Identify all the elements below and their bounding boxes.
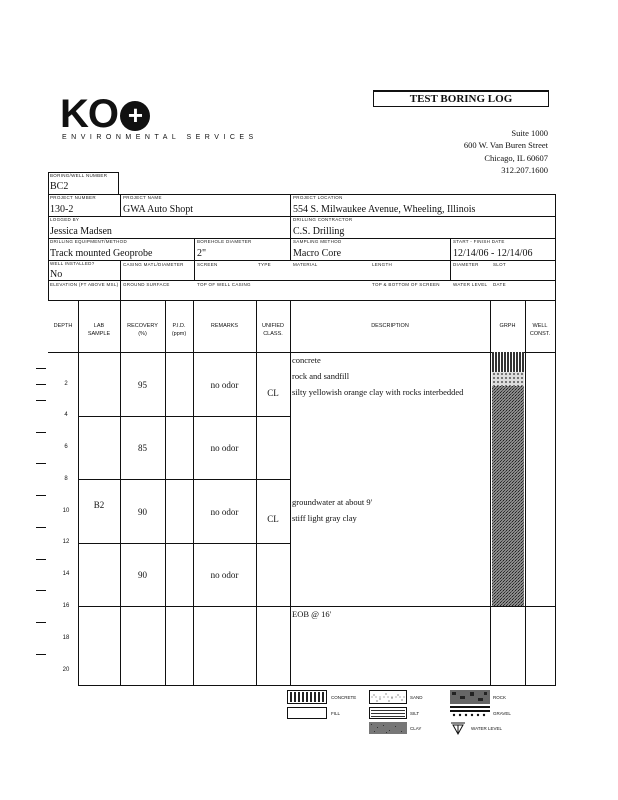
date-label: DATE: [493, 282, 506, 287]
length-label: LENGTH: [372, 262, 393, 267]
sampling-method-label: SAMPLING METHOD: [293, 239, 342, 244]
graphic-concrete: [492, 352, 524, 372]
depth-mark-10: 10: [62, 508, 70, 514]
depth-mark-20: 20: [62, 667, 70, 673]
water-level-triangle-icon: [450, 720, 466, 736]
col-well-line1: WELL: [532, 323, 548, 329]
borehole-diameter-value: 2": [197, 248, 207, 259]
project-number-value: 130-2: [50, 204, 74, 215]
graphic-log-column: [492, 352, 524, 607]
document-title: TEST BORING LOG: [373, 90, 549, 107]
col-unified-line2: CLASS.: [263, 331, 283, 337]
graphic-rock-fill: [492, 372, 524, 386]
depth-mark-16: 16: [62, 603, 70, 609]
material-label: MATERIAL: [293, 262, 318, 267]
project-location-value: 554 S. Milwaukee Avenue, Wheeling, Illinois: [293, 204, 476, 215]
top-casing-label: TOP OF WELL CASING: [197, 282, 251, 287]
lab-sample-value: B2: [93, 500, 105, 510]
depth-mark-6: 6: [64, 444, 68, 450]
well-installed-label: WELL INSTALLED?: [50, 261, 95, 266]
recovery-value: 85: [138, 443, 147, 453]
recovery-value: 90: [138, 507, 147, 517]
drilling-method-value: Track mounted Geoprobe: [50, 248, 153, 259]
address-line-1: Suite 1000: [511, 128, 548, 138]
col-lab-sample-line2: SAMPLE: [87, 331, 111, 337]
legend-gravel-label: GRAVEL: [493, 711, 511, 716]
col-well-const: [525, 322, 555, 338]
logged-by-value: Jessica Madsen: [50, 226, 112, 237]
recovery-value: 90: [138, 570, 147, 580]
remarks-value: no odor: [210, 443, 239, 453]
description-line: groundwater at about 9': [292, 497, 373, 507]
project-number-label: PROJECT NUMBER: [50, 195, 96, 200]
legend-concrete-swatch: [287, 690, 327, 704]
legend-sand-label: SAND: [410, 695, 423, 700]
start-finish-label: START - FINISH DATE: [453, 239, 505, 244]
legend-clay-swatch: [369, 722, 407, 734]
description-line: rock and sandfill: [292, 371, 350, 381]
recovery-value: 95: [138, 380, 147, 390]
col-lab-sample-line1: LAB: [93, 323, 105, 329]
project-location-label: PROJECT LOCATION: [293, 195, 343, 200]
ground-surface-label: GROUND SURFACE: [123, 282, 170, 287]
col-recovery: [120, 322, 165, 338]
unified-class-value: CL: [267, 388, 279, 398]
graphic-clay: [492, 386, 524, 606]
start-finish-value: 12/14/06 - 12/14/06: [453, 248, 533, 259]
col-recovery-line2: (%): [138, 331, 147, 337]
top-bottom-screen-label: TOP & BOTTOM OF SCREEN: [372, 282, 440, 287]
col-pid: [165, 322, 193, 338]
col-lab-sample: [78, 322, 120, 338]
depth-mark-2: 2: [64, 381, 68, 387]
legend-sand-swatch: [369, 690, 407, 704]
col-remarks: REMARKS: [210, 323, 239, 329]
legend-rock-label: ROCK: [493, 695, 507, 700]
depth-mark-14: 14: [62, 571, 70, 577]
borehole-diameter-label: BOREHOLE DIAMETER: [197, 239, 252, 244]
depth-mark-18: 18: [62, 635, 70, 641]
col-unified-line1: UNIFIED: [262, 323, 284, 329]
boring-number-value: BC2: [50, 181, 69, 192]
type-label: TYPE: [258, 262, 271, 267]
remarks-value: no odor: [210, 570, 239, 580]
legend-silt-label: SILT: [410, 711, 420, 716]
elevation-label: ELEVATION (FT ABOVE MSL): [50, 282, 119, 287]
address-line-3: Chicago, IL 60607: [484, 153, 548, 163]
col-recovery-line1: RECOVERY: [127, 323, 158, 329]
remarks-value: no odor: [210, 507, 239, 517]
project-name-label: PROJECT NAME: [123, 195, 162, 200]
description-line: stiff light gray clay: [292, 513, 357, 523]
project-name-value: GWA Auto Shopt: [123, 204, 194, 215]
unified-class-value: CL: [267, 514, 279, 524]
logo-text: KO: [60, 92, 118, 136]
company-subtitle: ENVIRONMENTAL SERVICES: [62, 134, 258, 141]
drilling-method-label: DRILLING EQUIPMENT/METHOD: [50, 239, 128, 244]
legend-clay-label: CLAY: [410, 726, 422, 731]
legend-silt-swatch: [369, 707, 407, 719]
legend-fill-label: FILL: [331, 711, 341, 716]
logged-by-label: LOGGED BY: [50, 217, 80, 222]
legend-fill-swatch: [287, 707, 327, 719]
legend-rock-swatch: [450, 690, 490, 704]
legend-gravel-swatch: [450, 706, 490, 718]
address-line-2: 600 W. Van Buren Street: [463, 140, 548, 150]
water-level-label: WATER LEVEL: [453, 282, 488, 287]
legend-concrete-label: CONCRETE: [331, 695, 357, 700]
depth-mark-8: 8: [64, 476, 68, 482]
col-well-line2: CONST.: [529, 331, 551, 337]
sampling-method-value: Macro Core: [293, 248, 342, 259]
well-installed-value: No: [50, 269, 63, 280]
logo-plus-icon: +: [120, 101, 150, 131]
description-line: EOB @ 16': [292, 609, 332, 619]
legend-water-level-label: WATER LEVEL: [471, 726, 503, 731]
slot-label: SLOT: [493, 262, 506, 267]
depth-mark-12: 12: [62, 539, 70, 545]
address-line-4: 312.207.1600: [501, 165, 548, 175]
depth-mark-4: 4: [64, 412, 68, 418]
col-description: DESCRIPTION: [371, 323, 409, 329]
company-logo: [60, 94, 150, 134]
col-graph: GRPH: [499, 323, 516, 329]
drilling-contractor-label: DRILLING CONTRACTOR: [293, 217, 353, 222]
casing-material-label: CASING MATL/DIAMETER: [123, 262, 184, 267]
description-line: concrete: [292, 355, 321, 365]
col-pid-line1: P.I.D.: [172, 323, 186, 329]
boring-number-label: BORING/WELL NUMBER: [50, 173, 108, 178]
description-line: silty yellowish orange clay with rocks interbedded: [292, 387, 464, 397]
well-construction-column: [528, 352, 552, 606]
drilling-contractor-value: C.S. Drilling: [293, 226, 345, 237]
screen-label: SCREEN: [197, 262, 218, 267]
col-depth: DEPTH: [53, 323, 73, 329]
diameter-label: DIAMETER: [453, 262, 479, 267]
col-pid-line2: (ppm): [171, 331, 187, 337]
remarks-value: no odor: [210, 380, 239, 390]
col-unified-class: [256, 322, 290, 338]
